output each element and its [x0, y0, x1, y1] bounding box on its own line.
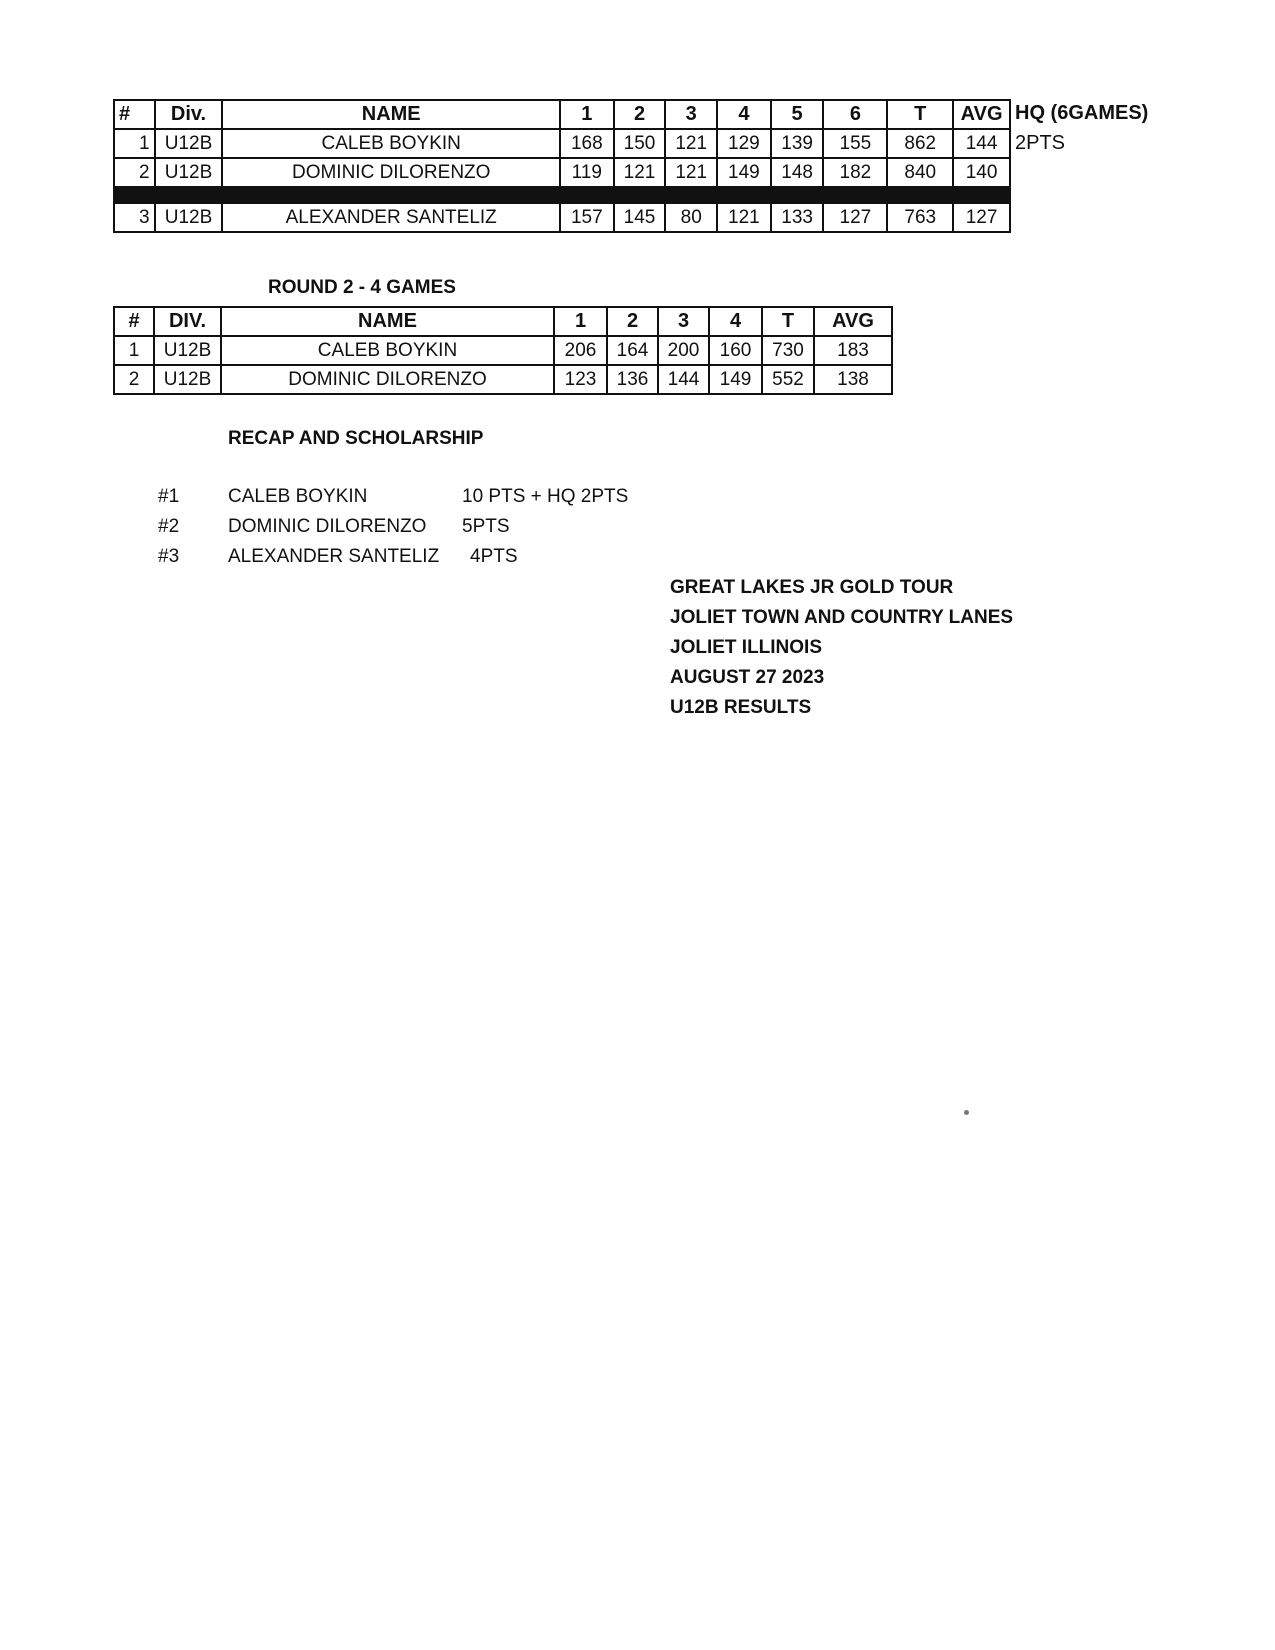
- recap-name: ALEXANDER SANTELIZ: [228, 546, 440, 567]
- div-cell: U12B: [155, 129, 223, 158]
- div-cell: U12B: [154, 336, 221, 365]
- col-game3-header: 3: [665, 100, 717, 129]
- col-rank-header: #: [114, 100, 155, 129]
- game4-cell: 160: [709, 336, 762, 365]
- avg-cell: 144: [953, 129, 1010, 158]
- col-game4-header: 4: [709, 307, 762, 336]
- event-date: AUGUST 27 2023: [670, 667, 825, 688]
- game6-cell: 182: [823, 158, 887, 187]
- recap-place: #1: [158, 486, 180, 507]
- name-cell: DOMINIC DILORENZO: [221, 365, 554, 394]
- div-cell: U12B: [154, 365, 221, 394]
- game5-cell: 139: [771, 129, 824, 158]
- scan-speck: [964, 1110, 969, 1115]
- event-city: JOLIET ILLINOIS: [670, 637, 823, 658]
- avg-cell: 183: [814, 336, 892, 365]
- div-cell: U12B: [155, 158, 223, 187]
- round2-title: ROUND 2 - 4 GAMES: [268, 277, 456, 298]
- rank-cell: 2: [114, 158, 155, 187]
- game3-cell: 121: [665, 158, 717, 187]
- table-row: [114, 158, 1010, 187]
- game1-cell: 157: [560, 203, 614, 232]
- game2-cell: 164: [607, 336, 658, 365]
- hq-points-note: 2PTS: [1015, 132, 1066, 154]
- rank-cell: 3: [114, 203, 155, 232]
- col-game3-header: 3: [658, 307, 709, 336]
- recap-name: DOMINIC DILORENZO: [228, 516, 427, 537]
- game3-cell: 144: [658, 365, 709, 394]
- table-row: [114, 203, 1010, 232]
- recap-points: 4PTS: [470, 546, 518, 567]
- game4-cell: 121: [717, 203, 771, 232]
- event-results-label: U12B RESULTS: [670, 697, 812, 718]
- game4-cell: 149: [709, 365, 762, 394]
- col-game5-header: 5: [771, 100, 824, 129]
- event-venue: JOLIET TOWN AND COUNTRY LANES: [670, 607, 1014, 628]
- game1-cell: 168: [560, 129, 614, 158]
- game2-cell: 150: [614, 129, 666, 158]
- col-name-header: NAME: [221, 307, 554, 336]
- col-avg-header: AVG: [953, 100, 1010, 129]
- col-game2-header: 2: [614, 100, 666, 129]
- game6-cell: 127: [823, 203, 887, 232]
- name-cell: ALEXANDER SANTELIZ: [222, 203, 560, 232]
- game5-cell: 133: [771, 203, 824, 232]
- col-game1-header: 1: [560, 100, 614, 129]
- game2-cell: 145: [614, 203, 666, 232]
- col-rank-header: #: [114, 307, 154, 336]
- div-cell: U12B: [155, 203, 223, 232]
- rank-cell: 2: [114, 365, 154, 394]
- game2-cell: 136: [607, 365, 658, 394]
- recap-points: 5PTS: [462, 516, 510, 537]
- col-avg-header: AVG: [814, 307, 892, 336]
- total-cell: 862: [887, 129, 953, 158]
- event-tour: GREAT LAKES JR GOLD TOUR: [670, 577, 954, 598]
- cutoff-divider: [114, 187, 1010, 203]
- total-cell: 552: [762, 365, 814, 394]
- table-row: [114, 365, 892, 394]
- round1-table: [113, 99, 1011, 233]
- game2-cell: 121: [614, 158, 666, 187]
- game6-cell: 155: [823, 129, 887, 158]
- name-cell: CALEB BOYKIN: [222, 129, 560, 158]
- game1-cell: 123: [554, 365, 607, 394]
- avg-cell: 140: [953, 158, 1010, 187]
- game3-cell: 80: [665, 203, 717, 232]
- col-game2-header: 2: [607, 307, 658, 336]
- name-cell: CALEB BOYKIN: [221, 336, 554, 365]
- game4-cell: 149: [717, 158, 771, 187]
- col-game6-header: 6: [823, 100, 887, 129]
- game4-cell: 129: [717, 129, 771, 158]
- round2-table: [113, 306, 893, 395]
- total-cell: 763: [887, 203, 953, 232]
- table-row: [114, 129, 1010, 158]
- game3-cell: 121: [665, 129, 717, 158]
- col-name-header: NAME: [222, 100, 560, 129]
- avg-cell: 127: [953, 203, 1010, 232]
- game1-cell: 206: [554, 336, 607, 365]
- col-game1-header: 1: [554, 307, 607, 336]
- name-cell: DOMINIC DILORENZO: [222, 158, 560, 187]
- recap-name: CALEB BOYKIN: [228, 486, 368, 507]
- round1-header-row: [114, 100, 1010, 129]
- col-game4-header: 4: [717, 100, 771, 129]
- rank-cell: 1: [114, 336, 154, 365]
- col-total-header: T: [887, 100, 953, 129]
- rank-cell: 1: [114, 129, 155, 158]
- avg-cell: 138: [814, 365, 892, 394]
- game1-cell: 119: [560, 158, 614, 187]
- recap-title: RECAP AND SCHOLARSHIP: [228, 428, 484, 449]
- total-cell: 840: [887, 158, 953, 187]
- col-div-header: DIV.: [154, 307, 221, 336]
- event-info-block: [670, 573, 1013, 723]
- col-total-header: T: [762, 307, 814, 336]
- round2-header-row: [114, 307, 892, 336]
- recap-place: #2: [158, 516, 180, 537]
- table-row: [114, 336, 892, 365]
- hq-header: HQ (6GAMES): [1015, 102, 1149, 124]
- game3-cell: 200: [658, 336, 709, 365]
- game5-cell: 148: [771, 158, 824, 187]
- recap-points: 10 PTS + HQ 2PTS: [462, 486, 629, 507]
- cutoff-bar: [114, 187, 1010, 203]
- recap-place: #3: [158, 546, 180, 567]
- col-div-header: Div.: [155, 100, 223, 129]
- total-cell: 730: [762, 336, 814, 365]
